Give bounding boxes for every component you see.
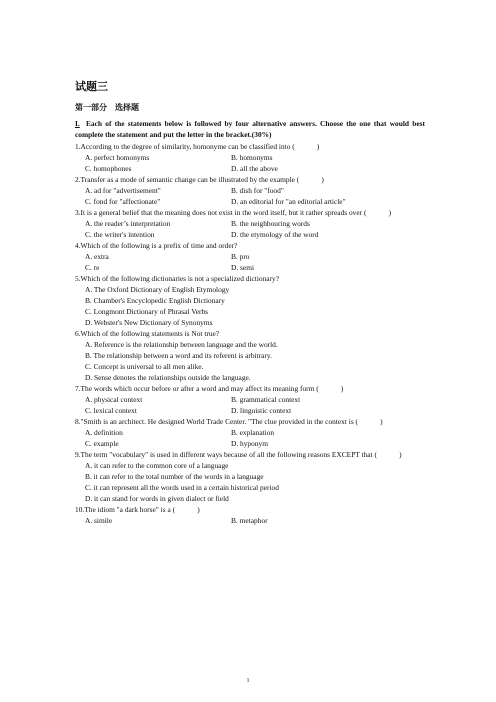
option-row: [85, 196, 425, 207]
answer-option: C. the writer's intention: [85, 230, 155, 239]
instruction-text: Each of the statements below is followed by four alternative answers. Choose the one that would best complete the statement and put the letter in the bracket.(30%): [75, 119, 425, 139]
answer-option: A. perfect homonyms: [85, 153, 150, 162]
answer-option: D. linguistic context: [231, 406, 292, 415]
part-heading: 第一部分 选择题: [75, 103, 139, 112]
section-instruction: [75, 118, 425, 140]
answer-option: A. simile: [85, 516, 113, 525]
answer-option: A. extra: [85, 252, 109, 261]
question-stem: 7.The words which occur before or after a word and may affect its meaning form ( ): [75, 384, 344, 393]
answer-option: D. Sense denotes the relationships outside the language.: [85, 373, 251, 382]
question-item: [75, 174, 425, 207]
question-item: [75, 273, 425, 328]
answer-options: [75, 394, 425, 416]
answer-option: D. the etymology of the word: [231, 230, 319, 239]
option-row: [85, 438, 425, 449]
answer-option: D. an editorial for "an editorial article": [231, 197, 346, 206]
page-title: 试题三: [75, 80, 108, 93]
answer-option: B. dish for "food": [231, 186, 284, 195]
question-list: [75, 141, 425, 526]
answer-option: B. the neighbouring words: [231, 219, 310, 228]
answer-option: C. Concept is universal to all men alike.: [85, 362, 204, 371]
option-row: [85, 218, 425, 229]
question-item: [75, 141, 425, 174]
answer-option: A. ad for "advertisement": [85, 186, 161, 195]
answer-option: A. Reference is the relationship between language and the world.: [85, 340, 278, 349]
answer-option: C. it can represent all the words used in a certain historical period: [85, 483, 279, 492]
answer-options: [75, 251, 425, 273]
question-item: [75, 328, 425, 383]
answer-option: B. grammatical context: [231, 395, 301, 404]
answer-options: [75, 460, 425, 504]
option-row: [85, 405, 425, 416]
option-row: [85, 394, 425, 405]
option-row: [85, 515, 425, 526]
question-stem: 10.The idiom "a dark horse" is a ( ): [75, 505, 200, 514]
answer-option: B. pro: [231, 252, 250, 261]
answer-option: C. example: [85, 439, 119, 448]
question-item: [75, 504, 425, 526]
answer-option: A. it can refer to the common core of a language: [85, 461, 229, 470]
question-stem: 6.Which of the following statements is Not true?: [75, 329, 220, 338]
answer-options: [75, 427, 425, 449]
answer-option: B. it can refer to the total number of the words in a language: [85, 472, 264, 481]
answer-option: D. all the above: [231, 164, 278, 173]
question-stem: 9.The term "vocabulary" is used in different ways because of all the following reasons EXCEPT that ( ): [75, 450, 402, 459]
document-page: [75, 80, 425, 526]
answer-options: [75, 185, 425, 207]
answer-option: C. re: [85, 263, 100, 272]
answer-option: A. definition: [85, 428, 123, 437]
question-stem: 5.Which of the following dictionaries is not a specialized dictionary?: [75, 274, 280, 283]
question-item: [75, 240, 425, 273]
answer-option: B. explanation: [231, 428, 275, 437]
option-row: [85, 427, 425, 438]
page-number: 1: [246, 678, 250, 684]
answer-option: C. homophones: [85, 164, 132, 173]
question-stem: 3.It is a general belief that the meaning does not exist in the word itself, but it rather spreads over ( ): [75, 208, 392, 217]
answer-option: B. metaphor: [231, 516, 268, 525]
option-row: [85, 185, 425, 196]
answer-option: D. hyponym: [231, 439, 268, 448]
answer-option: C. Longmont Dictionary of Phrasal Verbs: [85, 307, 209, 316]
option-row: [85, 163, 425, 174]
question-stem: 2.Transfer as a mode of semantic change can be illustrated by the example ( ): [75, 175, 324, 184]
answer-options: [75, 152, 425, 174]
answer-option: D. Webster's New Dictionary of Synonyms: [85, 318, 213, 327]
option-row: [85, 251, 425, 262]
answer-option: B. Chamber's Encyclopedic English Dictionary: [85, 296, 225, 305]
answer-option: C. lexical context: [85, 406, 137, 415]
answer-option: D. semi: [231, 263, 254, 272]
question-stem: 1.According to the degree of similarity, homonyme can be classified into ( ): [75, 142, 320, 151]
question-item: [75, 416, 425, 449]
answer-options: [75, 515, 425, 526]
answer-option: C. fond for "affectionate": [85, 197, 161, 206]
answer-option: B. The relationship between a word and its referent is arbitrary.: [85, 351, 272, 360]
section-number: I.: [75, 119, 80, 128]
answer-option: A. the reader’s interpretation: [85, 219, 171, 228]
answer-option: A. physical context: [85, 395, 143, 404]
question-stem: 8."Smith is an architect. He designed World Trade Center. "The clue provided in the context is ( ): [75, 417, 383, 426]
option-row: [85, 229, 425, 240]
answer-options: [75, 218, 425, 240]
answer-option: B. homonyms: [231, 153, 273, 162]
answer-options: [75, 284, 425, 328]
answer-option: A. The Oxford Dictionary of English Etymology: [85, 285, 230, 294]
option-row: [85, 152, 425, 163]
answer-options: [75, 339, 425, 383]
question-item: [75, 449, 425, 504]
question-item: [75, 383, 425, 416]
option-row: [85, 262, 425, 273]
question-item: [75, 207, 425, 240]
question-stem: 4.Which of the following is a prefix of time and order?: [75, 241, 238, 250]
answer-option: D. it can stand for words in given dialect or field: [85, 494, 229, 503]
